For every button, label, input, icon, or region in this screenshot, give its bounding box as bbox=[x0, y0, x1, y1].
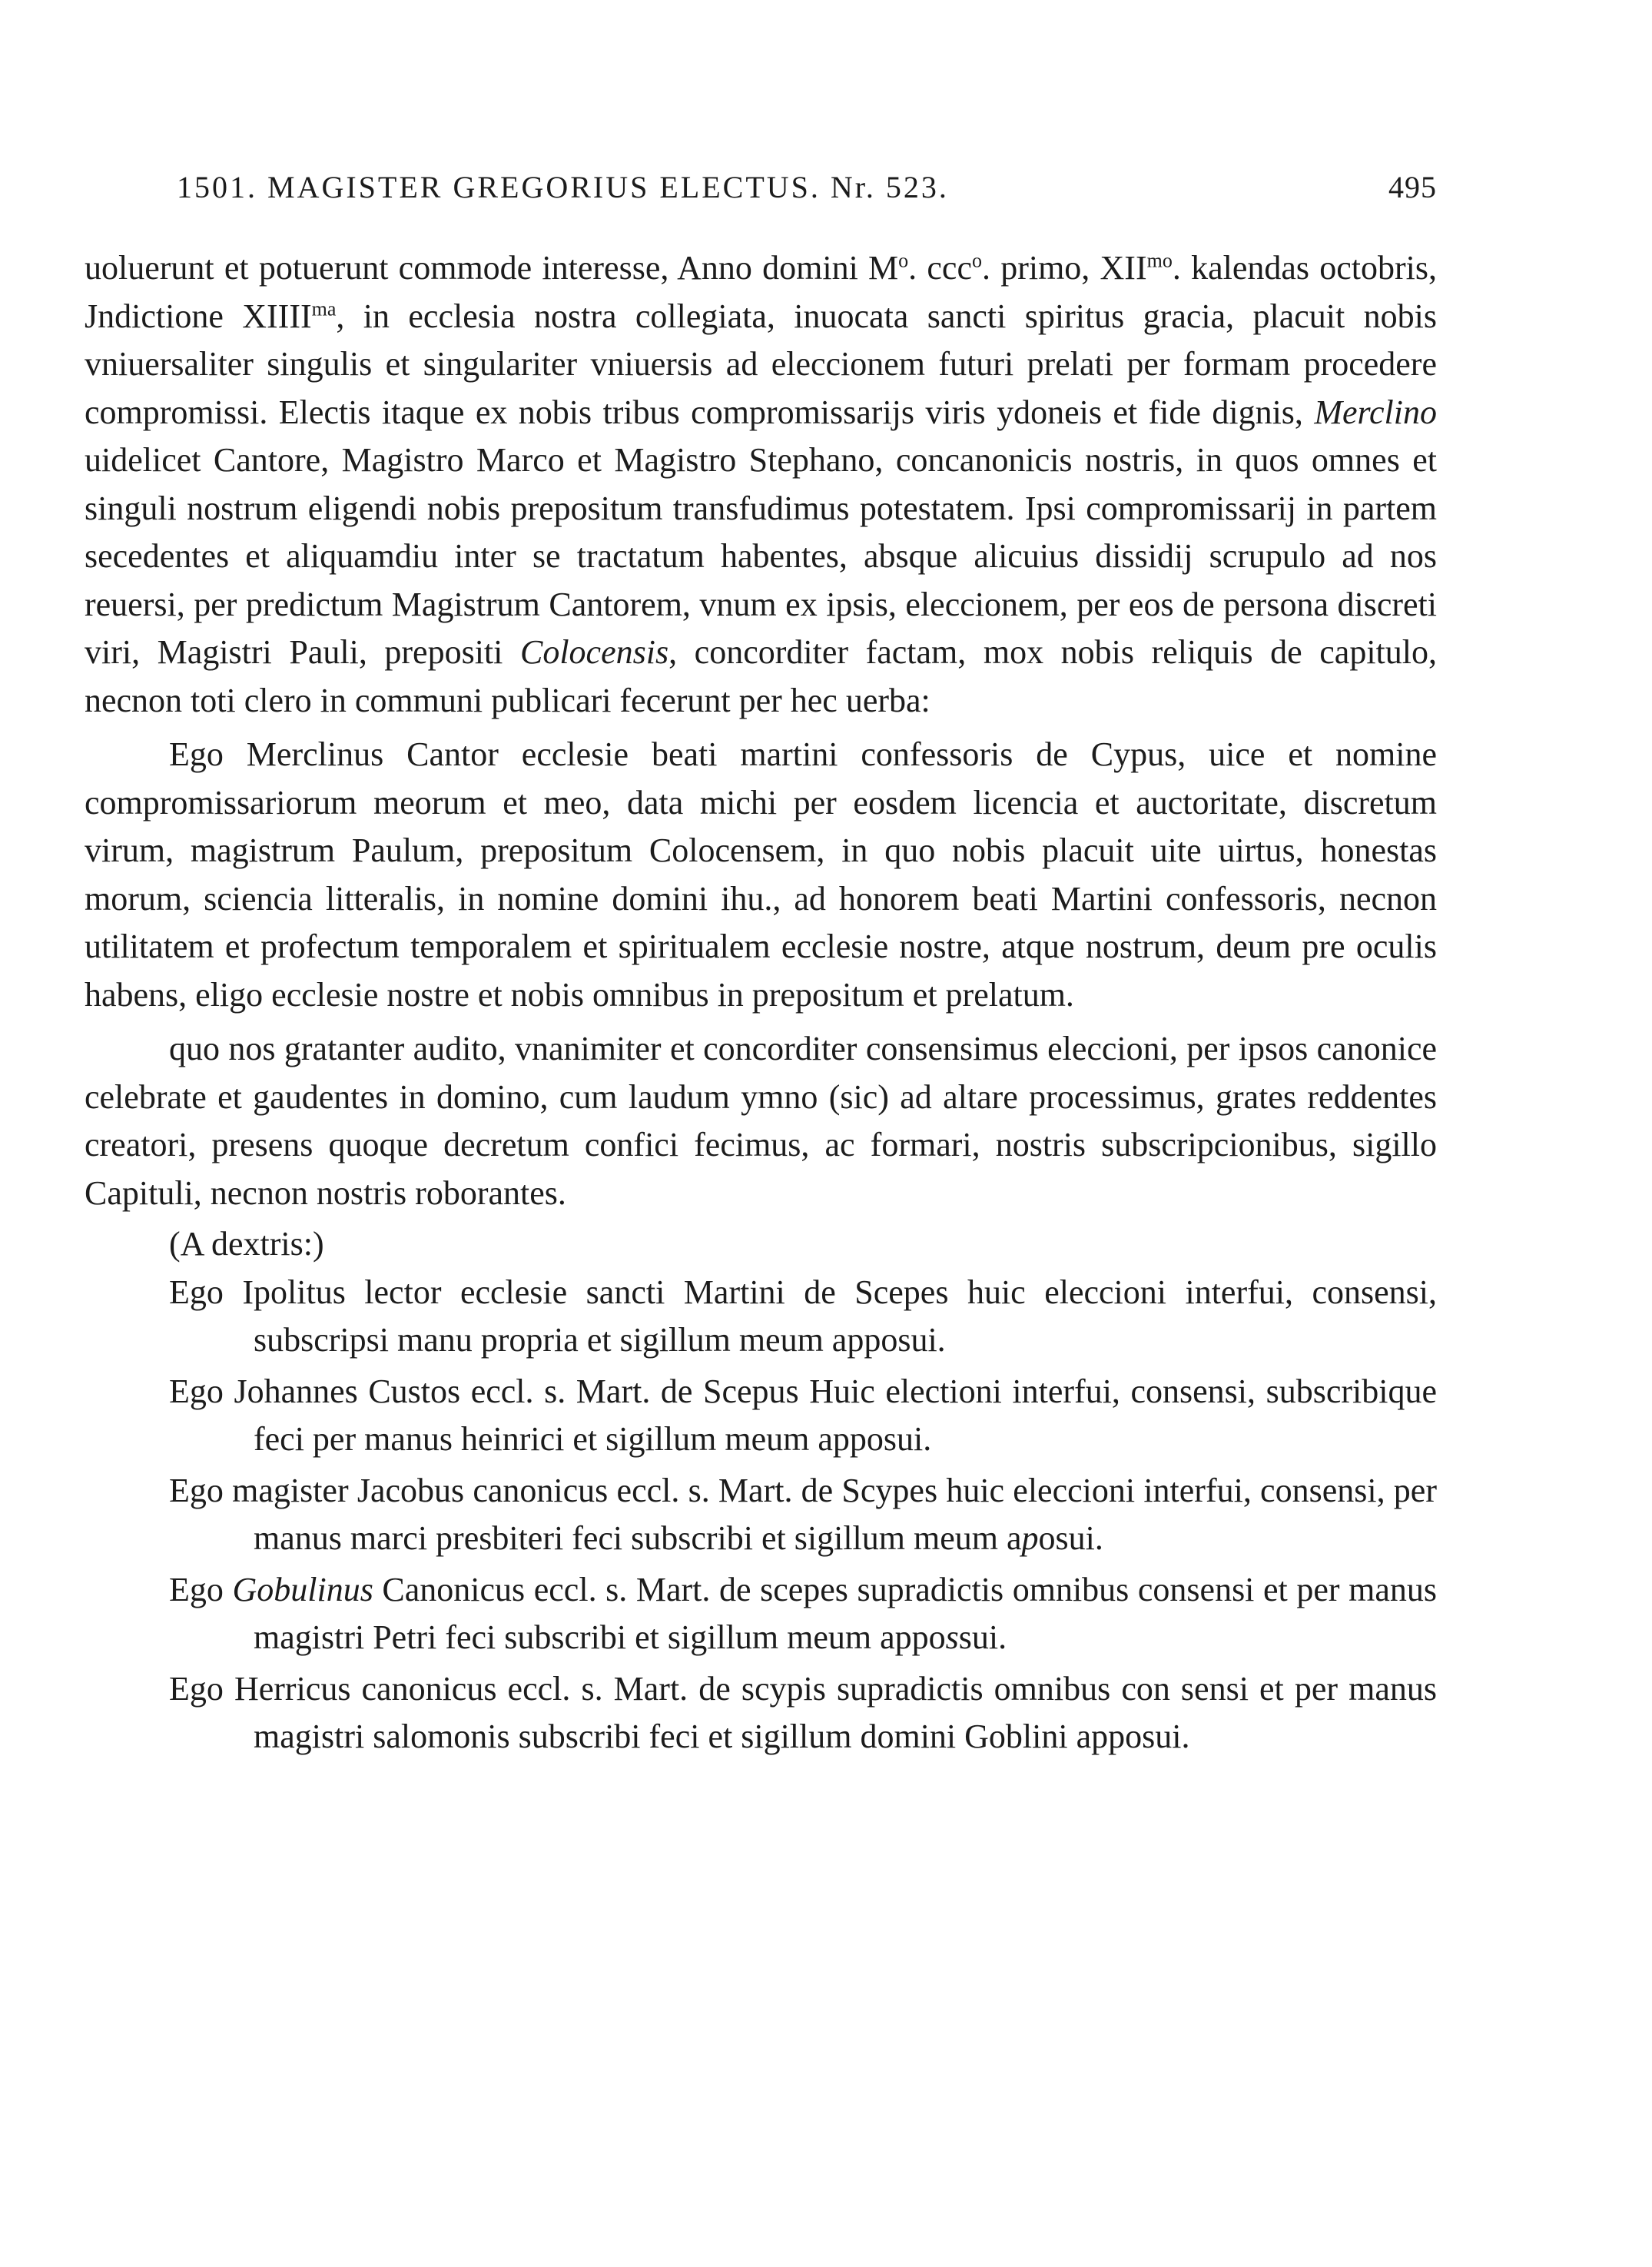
page-body bbox=[85, 244, 1437, 1761]
superscript: o bbox=[898, 249, 909, 272]
election-declaration-paragraph: Ego Merclinus Cantor ecclesie beati martini confessoris de Cypus, uice et nomine compromissariorum meorum et meo, data michi per eosdem licencia et auctoritate, discretum virum, magistrum Paulum, prepositum Colocensem, in quo nobis placuit uite uirtus, honestas morum, sciencia litteralis, in nomine domini ihu., ad honorem beati Martini confessoris, necnon utilitatem et profectum temporalem et spiritualem ecclesie nostre, atque nostrum, deum pre oculis habens, eligo ecclesie nostre et nobis omnibus in prepositum et prelatum. bbox=[85, 735, 1437, 1014]
superscript: mo bbox=[1146, 249, 1173, 272]
paragraph-continuation bbox=[85, 244, 1437, 725]
running-head-title: 1501. MAGISTER GREGORIUS ELECTUS. Nr. 523. bbox=[177, 170, 949, 204]
italic-name: Merclino bbox=[1314, 393, 1437, 431]
italic-letter: p bbox=[1021, 1519, 1039, 1557]
signature-entry bbox=[85, 1467, 1437, 1563]
text-span: osui. bbox=[1038, 1519, 1103, 1557]
signature-entry: Ego Herricus canonicus eccl. s. Mart. de scypis supradictis omnibus con sensi et per manus magistri salomonis subscribi feci et sigillum domini Goblini apposui. bbox=[169, 1669, 1437, 1755]
text-span: Canonicus eccl. s. Mart. de scepes supradictis omnibus consensi et per manus magistri Petri feci subscribi et sigillum meum appo bbox=[254, 1570, 1437, 1656]
text-span: . kalendas octobris, Jndictione XIIII bbox=[85, 249, 1437, 335]
superscript: o bbox=[971, 249, 982, 272]
text-span: uidelicet Cantore, Magistro Marco et Magistro Stephano, concanonicis nostris, in quos omnes et singuli nostrum eligendi nobis prepositum transfudimus potestatem. Ipsi compromissarij in partem secedentes et aliquamdiu inter se tractatum habentes, absque alicuius dissidij scrupulo ad nos reuersi, per predictum Magistrum Cantorem, vnum ex ipsis, eleccionem, per eos de persona discreti viri, Magistri Pauli, prepositi bbox=[85, 441, 1437, 671]
text-span: uoluerunt et potuerunt commode interesse, Anno domini M bbox=[85, 249, 899, 287]
signature-entry: Ego Johannes Custos eccl. s. Mart. de Scepus Huic electioni interfui, consensi, subscribique feci per manus heinrici et sigillum meum apposui. bbox=[169, 1372, 1437, 1458]
page-number: 495 bbox=[1388, 170, 1437, 204]
text-span: . primo, XII bbox=[981, 249, 1147, 287]
superscript: ma bbox=[311, 297, 337, 320]
text-span: Ego bbox=[169, 1570, 233, 1608]
signature-entry: Ego Ipolitus lector ecclesie sancti Martini de Scepes huic eleccioni interfui, consensi, subscripsi manu propria et sigillum meum apposui. bbox=[169, 1273, 1437, 1359]
italic-name: Gobulinus bbox=[232, 1570, 373, 1608]
signature-entry bbox=[85, 1566, 1437, 1662]
text-span: . ccc bbox=[908, 249, 972, 287]
italic-name: Colocensis bbox=[519, 633, 669, 671]
text-span: , concorditer factam, mox nobis reliquis de capitulo, necnon toti clero in communi publicari fecerunt per hec uerba: bbox=[85, 633, 1437, 719]
consent-paragraph: quo nos gratanter audito, vnanimiter et concorditer consensimus eleccioni, per ipsos canonice celebrate et gaudentes in domino, cum laudum ymno (sic) ad altare processimus, grates reddentes creatori, presens quoque decretum confici fecimus, ac formari, nostris subscripcionibus, sigillo Capituli, necnon nostris roborantes. bbox=[85, 1030, 1437, 1212]
italic-letter: s bbox=[945, 1618, 959, 1656]
text-span: sui. bbox=[958, 1618, 1007, 1656]
running-head bbox=[85, 169, 1437, 215]
text-span: , in ecclesia nostra collegiata, inuocata sancti spiritus gracia, placuit nobis vniuersaliter singulis et singulariter vniuersis ad eleccionem futuri prelati per formam procedere compromissi. Electis itaque ex nobis tribus compromissarijs viris ydoneis et fide dignis, bbox=[85, 297, 1437, 431]
side-label: (A dextris:) bbox=[169, 1225, 324, 1263]
text-span: Ego magister Jacobus canonicus eccl. s. Mart. de Scypes huic eleccioni interfui, consensi, per manus marci presbiteri feci subscribi et sigillum meum a bbox=[169, 1471, 1437, 1557]
